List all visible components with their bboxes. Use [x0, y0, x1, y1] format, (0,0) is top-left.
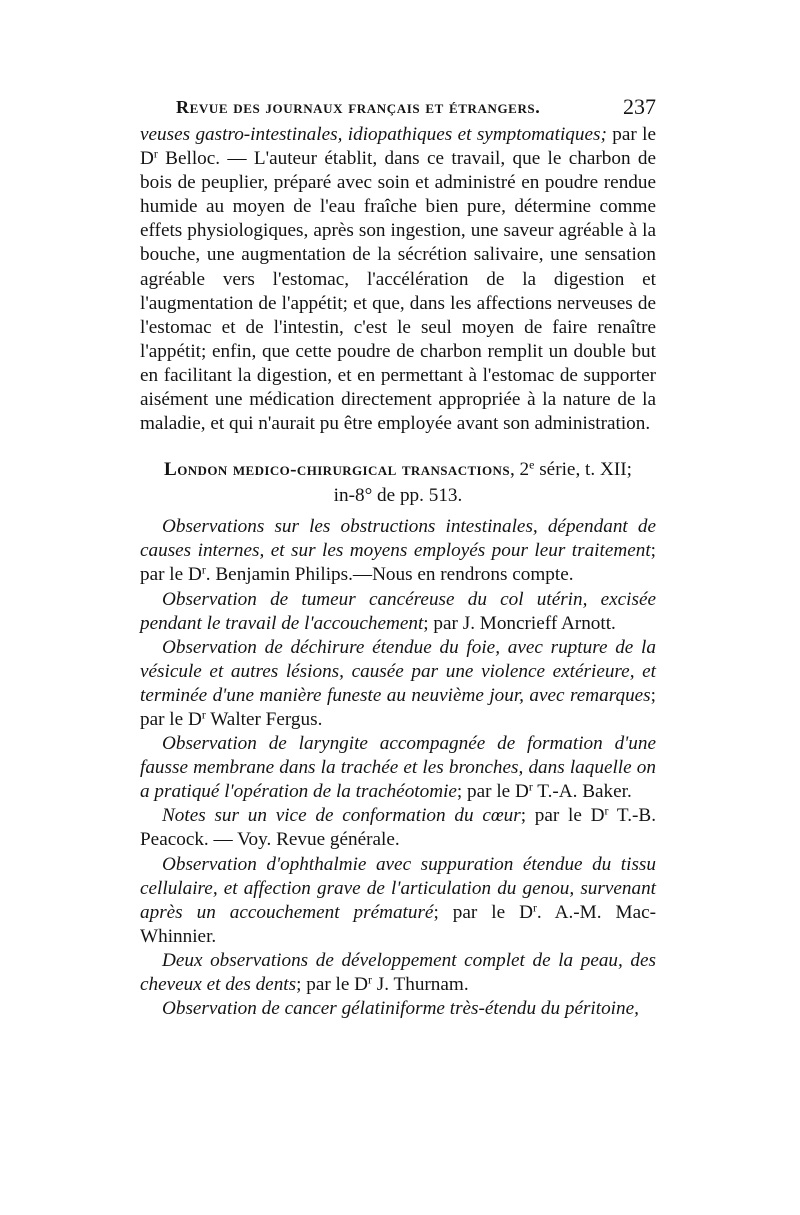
paragraph-belloc: [140, 123, 656, 436]
page-body: [140, 123, 656, 1021]
entry-title: Observation de déchirure étendue du foie, avec rupture de la vésicule et autres lésions, causée par une violence extérieure, et terminée d'une manière funeste au neuvième jour, avec remarques: [140, 636, 656, 706]
section-heading: [140, 457, 656, 509]
entry-author-sup: r: [528, 779, 533, 794]
entry: [140, 804, 656, 852]
section-title: London medico-chirurgical transactions: [164, 459, 510, 481]
entry: [140, 997, 656, 1021]
entry-author-prefix: ; par le D: [140, 540, 656, 586]
entry: [140, 949, 656, 997]
entry-author-sup: r: [368, 972, 372, 987]
entry: [140, 853, 656, 949]
section-series-post: série, t. XII;: [534, 459, 632, 481]
paragraph-title-continuation: veuses gastro-intestinales, idiopathiques et symptomatiques;: [140, 124, 607, 145]
paragraph-author-prefix: par le D: [140, 124, 656, 170]
entry-author-prefix: ; par le D: [456, 781, 529, 803]
section-series-sup: e: [529, 457, 535, 472]
entry-author-sup: r: [201, 707, 206, 722]
entry-author-prefix: ; par le D: [520, 805, 605, 827]
entry-title: Notes sur un vice de conformation du cœur: [162, 805, 521, 827]
entry-rest: J. Thurnam.: [372, 974, 469, 995]
entry-author-prefix: ; par le D: [296, 974, 369, 995]
paragraph-text: Belloc. — L'auteur établit, dans ce travail, que le charbon de bois de peuplier, préparé avec soin et administré en poudre rendue humide au moyen de l'eau fraîche bien pure, détermine comme effets physiologiques, après son ingestion, une saveur agréable à la bouche, une augmentation de la sécrétion salivaire, une sensation agréable vers l'estomac, l'accélération de la digestion et l'augmentation de l'appétit; et que, dans les affections nerveuses de l'estomac et de l'intestin, c'est le seul moyen de faire renaître l'appétit; enfin, que cette poudre de charbon remplit un double but en facilitant la digestion, et en permettant à l'estomac de supporter aisément une médication directement appropriée à la nature de la maladie, et qui n'aurait pu être employée avant son administration.: [140, 148, 656, 435]
entry-author-prefix: ; par le D: [140, 684, 656, 730]
entry-title: Observation de cancer gélatiniforme très-étendu du péritoine,: [162, 998, 639, 1020]
entry-title: Observation de tumeur cancéreuse du col utérin, excisée pendant le travail de l'accouchement: [140, 588, 656, 634]
entry-rest: . A.-M. Mac-Whinnier.: [140, 901, 656, 947]
entry: [140, 732, 656, 804]
running-head-title: Revue des journaux français et étrangers.: [176, 97, 541, 117]
entry-author-sup: r: [532, 900, 537, 915]
running-head: [140, 92, 656, 122]
entry-rest: . Benjamin Philips.—Nous en rendrons compte.: [205, 564, 574, 586]
entry-title: Deux observations de développement complet de la peau, des cheveux et des dents: [140, 949, 656, 995]
entry-title: Observation d'ophthalmie avec suppuration étendue du tissu cellulaire, et affection grave de l'articulation du genou, survenant après un accouchement prématuré: [140, 853, 656, 923]
entry: [140, 636, 656, 732]
entry-author-sup: r: [201, 562, 206, 577]
entry: [140, 515, 656, 587]
entry: [140, 588, 656, 636]
entry-author-sup: r: [604, 803, 609, 818]
section-series-pre: , 2: [509, 459, 530, 481]
entry-rest: T.-B. Peacock. — Voy. Revue générale.: [140, 805, 656, 851]
entry-title: Observations sur les obstructions intestinales, dépendant de causes internes, et sur les moyens employés pour leur traitement: [140, 516, 656, 562]
entry-author-prefix: ; par le D: [433, 901, 533, 923]
entry-title: Observation de laryngite accompagnée de formation d'une fausse membrane dans la trachée et les bronches, dans laquelle on a pratiqué l'opération de la trachéotomie: [140, 733, 656, 803]
page-number: 237: [623, 94, 656, 119]
entry-rest: Walter Fergus.: [205, 708, 323, 730]
entry-author-prefix: ; par J. Moncrieff Arnott.: [423, 612, 616, 634]
paragraph-author-sup: r: [153, 146, 158, 161]
section-subtitle: in-8° de pp. 513.: [333, 485, 463, 507]
entry-rest: T.-A. Baker.: [532, 781, 632, 803]
